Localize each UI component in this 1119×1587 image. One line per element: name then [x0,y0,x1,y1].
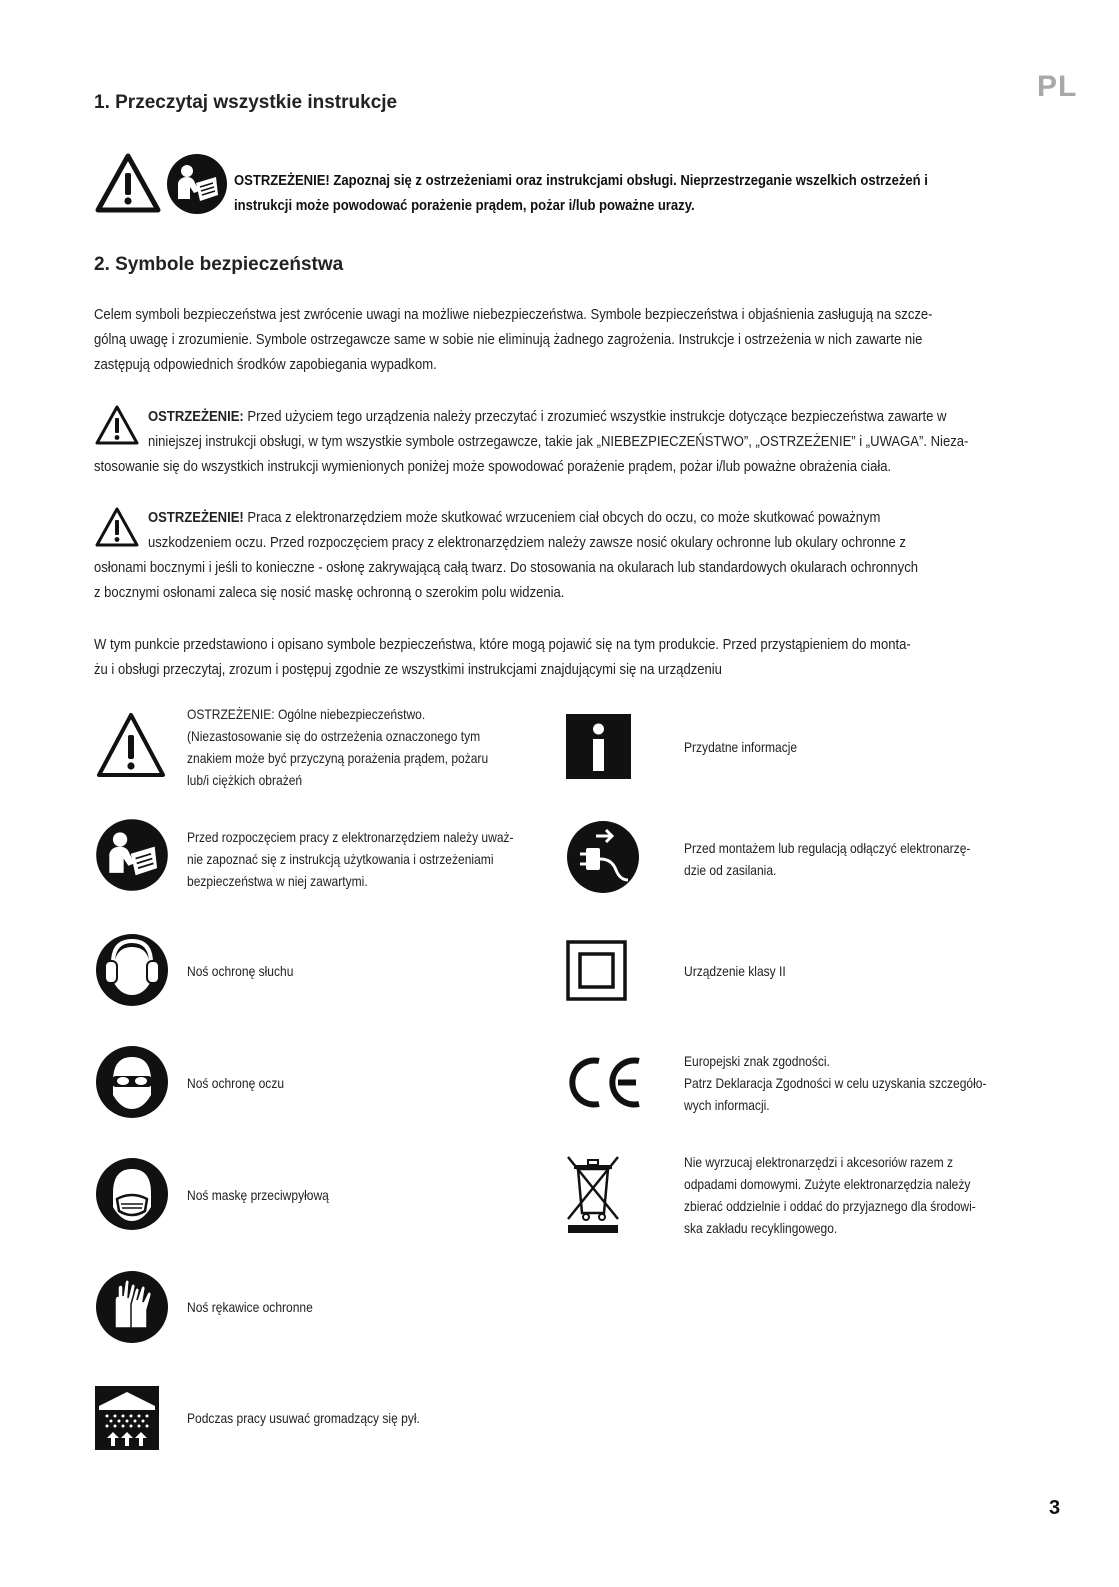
symbol-text-line: bezpieczeństwa w niej zawartymi. [187,873,368,889]
dust-mask-icon [95,1157,169,1231]
intro-line: Celem symboli bezpieczeństwa jest zwrócenie uwagi na możliwe niebezpieczeństwa. Symbole bezpieczeństwa i objaśnienia zasługują na szcze- [94,306,933,323]
warning-triangle-icon [95,153,161,213]
symbol-ce-text [684,1050,1028,1116]
symbol-text-line: Nie wyrzucaj elektronarzędzi i akcesoriów razem z [684,1154,953,1170]
weee-bin-icon [566,1155,620,1233]
symbol-gloves-text: Noś rękawice ochronne [187,1299,313,1315]
unplug-icon [566,820,640,894]
warning-1-line-2: niniejszej instrukcji obsługi, w tym wszystkie symbole ostrzegawcze, takie jak „NIEBEZPIECZEŃSTWO”, „OSTRZEŻENIE” i „UWAGA”. Nieza- [148,433,969,450]
paragraph-line: W tym punkcie przedstawiono i opisano symbole bezpieczeństwa, które mogą pojawić się na tym produkcie. Przed przystąpieniem do monta- [94,636,911,653]
warning-triangle-icon [94,506,140,548]
symbol-text-line: Europejski znak zgodności. [684,1053,830,1069]
symbol-eye-text: Noś ochronę oczu [187,1075,285,1091]
warning-triangle-icon [95,711,167,779]
warning-2-line-3: osłonami bocznymi i jeśli to konieczne - osłonę zakrywającą całą twarz. Do stosowania na okularach lub standardowych okularach ochronnych [94,559,919,576]
paragraph-line: żu i obsługi przeczytaj, zrozum i postępuj zgodnie ze wszystkimi instrukcjami znajdującymi się na urządzeniu [94,661,722,678]
symbol-dust-extraction-text: Podczas pracy usuwać gromadzący się pył. [187,1410,420,1426]
section-1-warning-line-1: OSTRZEŻENIE! Zapoznaj się z ostrzeżeniami oraz instrukcjami obsługi. Nieprzestrzeganie wszelkich ostrzeżeń i [234,172,928,189]
intro-line: zastępują odpowiednich środków zapobiegania wypadkom. [94,356,437,373]
section-1-warning-line-2: instrukcji może powodować porażenie prądem, pożar i/lub poważne urazy. [234,197,695,214]
language-code: PL [1037,70,1078,103]
ce-mark-icon [566,1055,644,1110]
section-1-title: 1. Przeczytaj wszystkie instrukcje [94,92,398,113]
symbol-text-line: nie zapoznać się z instrukcją użytkowania i ostrzeżeniami [187,851,494,867]
warning-2-line-2: uszkodzeniem oczu. Przed rozpoczęciem pracy z elektronarzędziem należy zawsze nosić okulary ochronne lub okulary ochronne z [148,534,906,551]
class-ii-icon [566,940,627,1001]
symbol-text-line: lub/i ciężkich obrażeń [187,772,303,788]
section-2-intro [94,302,1023,377]
symbol-dust-mask-text: Noś maskę przeciwpyłową [187,1187,329,1203]
hearing-protection-icon [95,933,169,1007]
warning-1-line-3: stosowanie się do wszystkich instrukcji wymienionych poniżej może spowodować porażenie prądem, pożar i/lub poważne obrażenia ciała. [94,458,892,475]
read-manual-icon [166,153,228,215]
symbol-text-line: ska zakładu recyklingowego. [684,1220,838,1236]
warning-2-line-4: z bocznymi osłonami zaleca się nosić maskę ochronną o szerokim polu widzenia. [94,584,565,601]
warning-1-first-lines [148,404,1025,454]
symbol-hearing-text: Noś ochronę słuchu [187,963,294,979]
symbol-text-line: Patrz Deklaracja Zgodności w celu uzyskania szczegóło- [684,1075,987,1091]
warning-2-label: OSTRZEŻENIE! [148,509,244,526]
intro-line: gólną uwagę i zrozumienie. Symbole ostrzegawcze same w sobie nie eliminują żadnego zagrożenia. Instrukcje i ostrzeżenia w nich zawarte nie [94,331,923,348]
symbol-weee-text [684,1151,1028,1239]
symbol-info-text: Przydatne informacje [684,739,798,755]
warning-2-first-lines [148,505,1025,555]
symbol-text-line: wych informacji. [684,1097,770,1113]
page-number: 3 [1049,1497,1061,1519]
warning-2-text: Praca z elektronarzędziem może skutkować wrzuceniem ciał obcych do oczu, co może skutkować poważnym [243,509,881,526]
symbol-text-line: Przed montażem lub regulacją odłączyć elektronarzę- [684,840,971,856]
protective-gloves-icon [95,1270,169,1344]
symbol-text-line: OSTRZEŻENIE: Ogólne niebezpieczeństwo. [187,706,426,722]
dust-extraction-icon [95,1386,159,1450]
symbol-class-ii-text: Urządzenie klasy II [684,963,786,979]
symbols-intro-paragraph [94,632,1023,682]
read-manual-icon [95,818,169,892]
warning-1-label: OSTRZEŻENIE: [148,408,244,425]
symbol-text-line: dzie od zasilania. [684,862,777,878]
symbol-general-danger-text [187,703,548,791]
symbol-text-line: zbierać oddzielnie i oddać do przyjaznego dla środowi- [684,1198,976,1214]
symbol-unplug-text [684,837,1028,881]
symbol-read-manual-text [187,826,548,892]
warning-triangle-icon [94,404,140,446]
eye-protection-icon [95,1045,169,1119]
symbol-text-line: odpadami domowymi. Zużyte elektronarzędzia należy [684,1176,971,1192]
symbol-text-line: (Niezastosowanie się do ostrzeżenia oznaczonego tym [187,728,481,744]
symbol-text-line: znakiem może być przyczyną porażenia prądem, pożaru [187,750,489,766]
warning-1-text: Przed użyciem tego urządzenia należy przeczytać i zrozumieć wszystkie instrukcje dotyczące bezpieczeństwa zawarte w [243,408,947,425]
symbol-text-line: Przed rozpoczęciem pracy z elektronarzędziem należy uważ- [187,829,514,845]
warning-2-rest [94,555,1023,605]
info-icon [566,714,631,779]
section-2-title: 2. Symbole bezpieczeństwa [94,254,344,275]
